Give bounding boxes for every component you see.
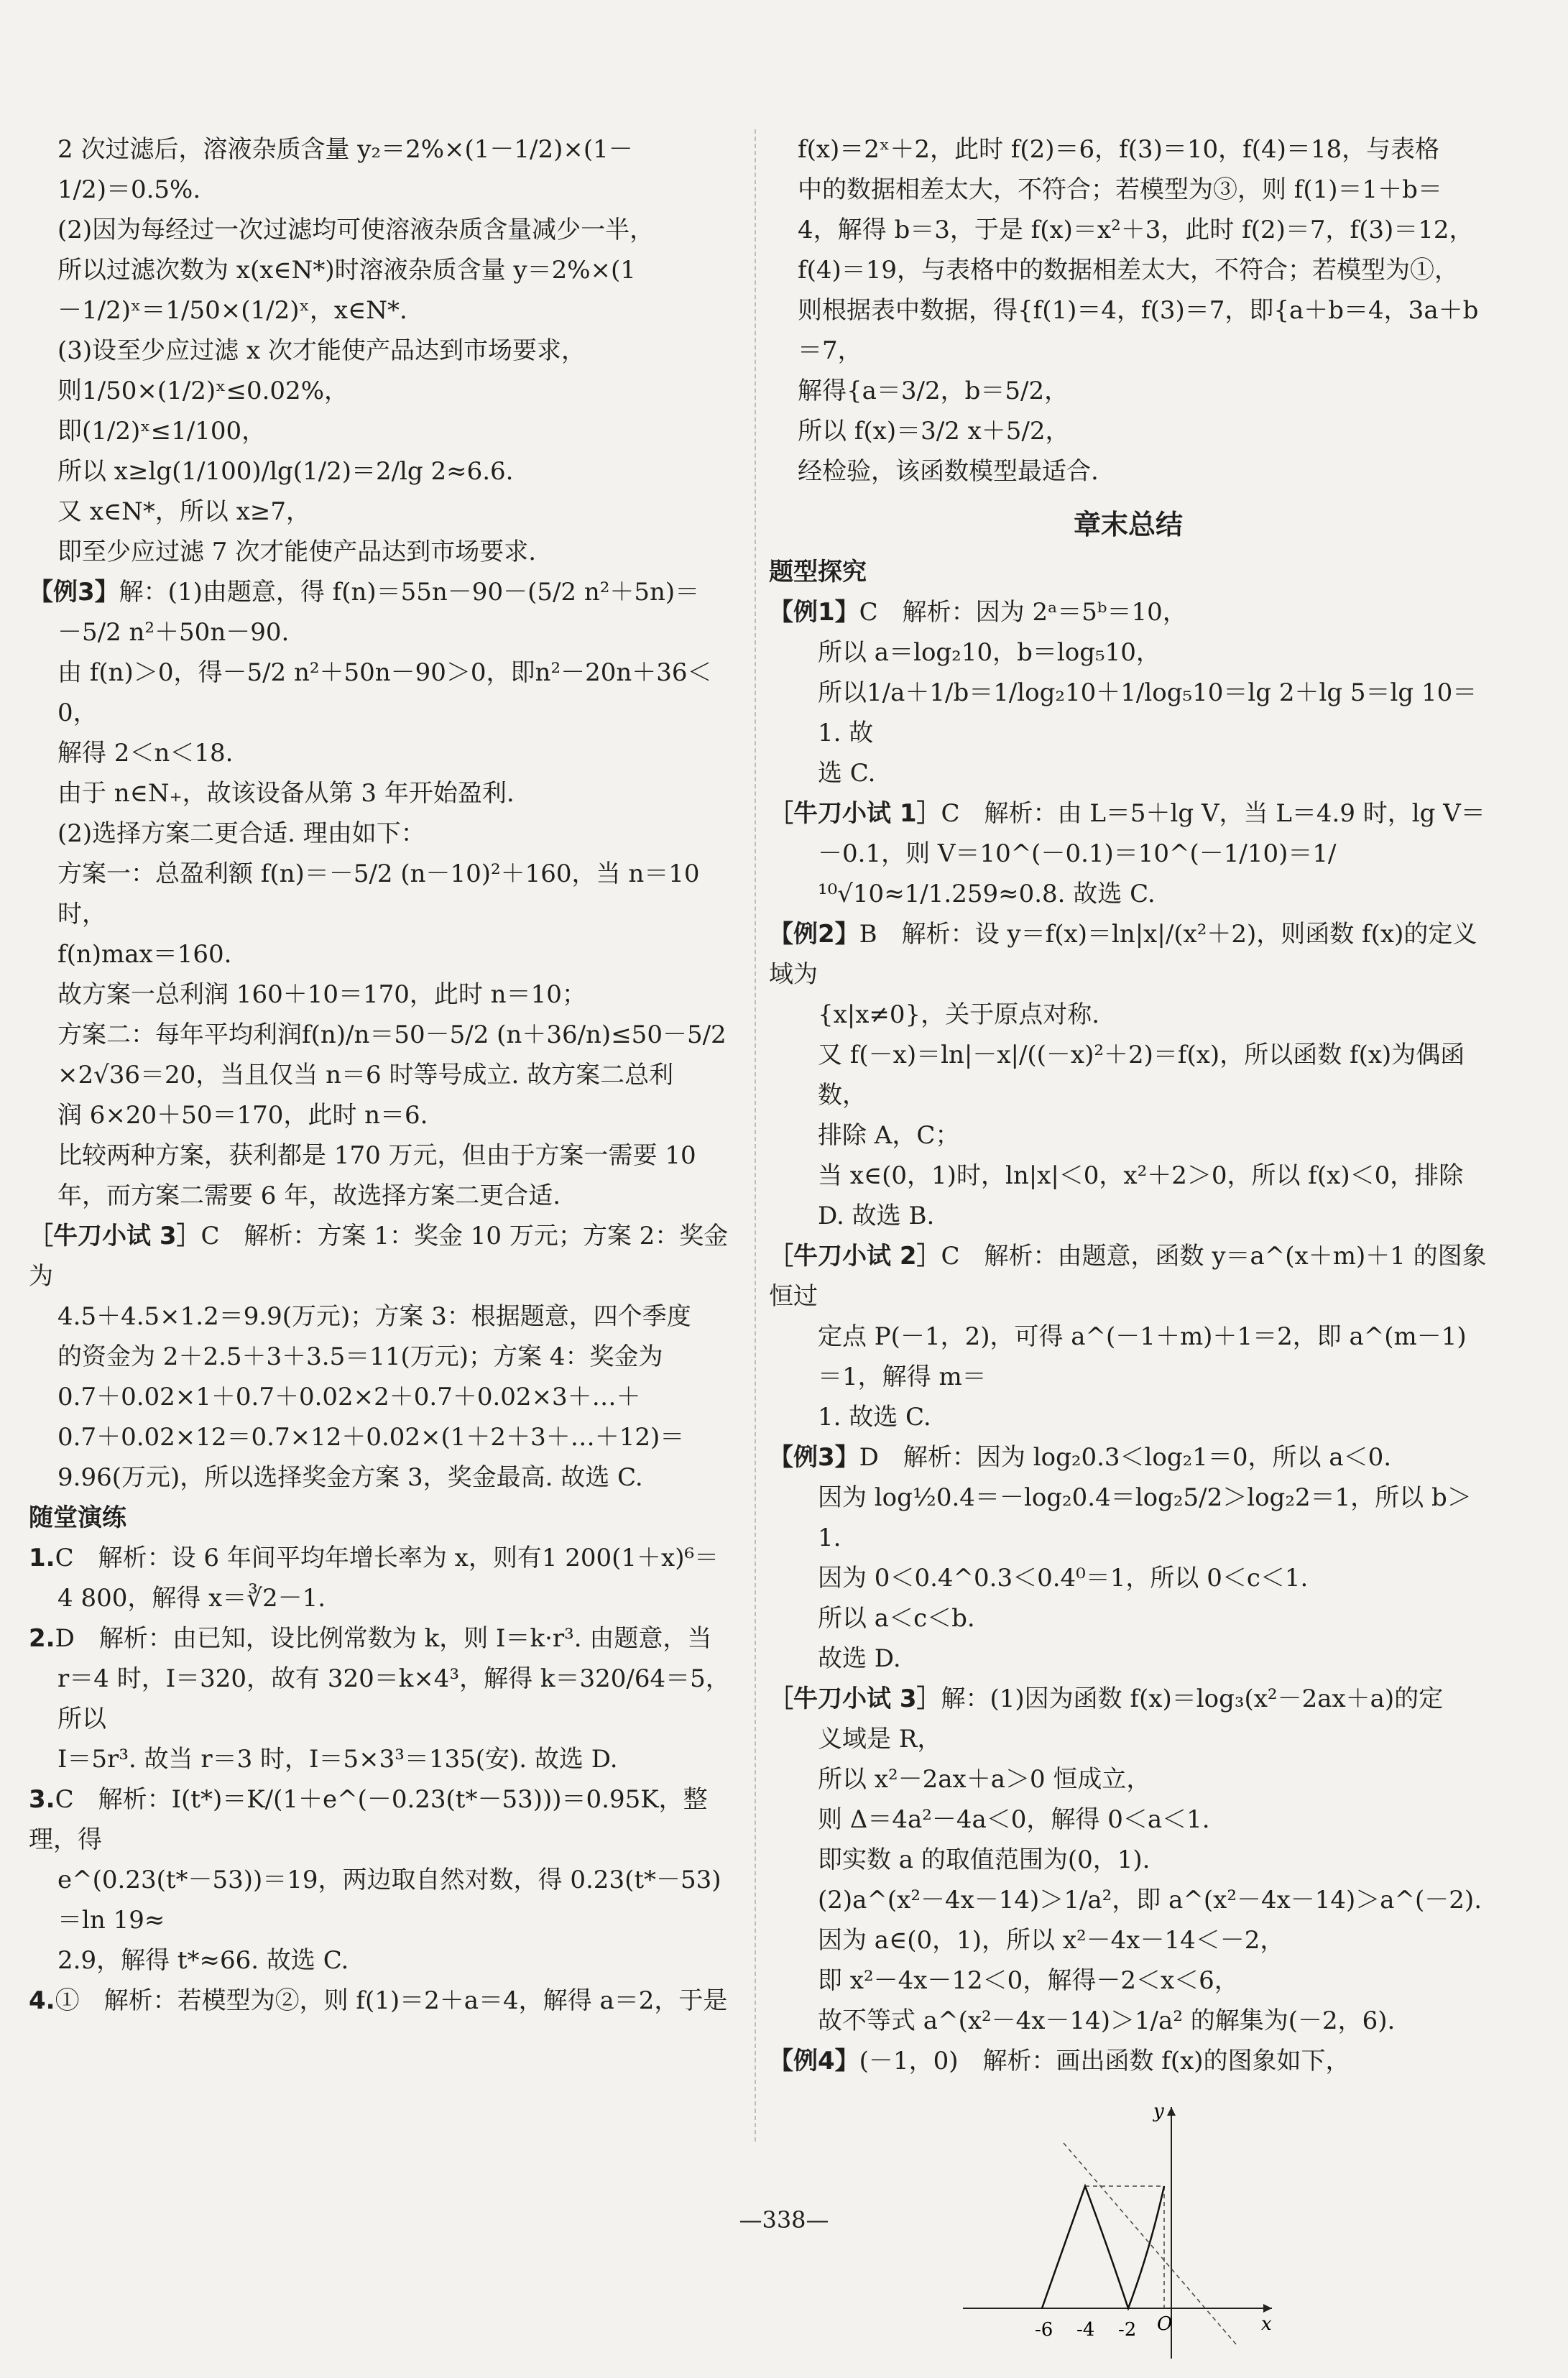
text-line (29, 1779, 733, 1860)
line-text: C 解析：设 6 年间平均年增长率为 x，则有1 200(1＋x)⁶＝ (55, 1544, 719, 1572)
text-line (769, 552, 1488, 592)
text-line (29, 1981, 733, 2021)
text-line (29, 1296, 733, 1337)
text-line (29, 1578, 733, 1618)
line-text: 由于 n∈N₊，故该设备从第 3 年开始盈利. (57, 779, 515, 808)
text-line (29, 814, 733, 854)
text-line (769, 592, 1488, 632)
text-line (29, 1176, 733, 1216)
text-line (29, 411, 733, 451)
line-text: ① 解析：若模型为②，则 f(1)＝2＋a＝4，解得 a＝2，于是 (55, 1986, 728, 2015)
line-text: 故方案一总利润 160＋10＝170，此时 n＝10； (57, 980, 586, 1009)
item-tag: 2. (29, 1624, 55, 1653)
line-text: e^(0.23(t*－53))＝19，两边取自然对数，得 0.23(t*－53)＝ln 19≈ (57, 1866, 721, 1935)
line-text: 故不等式 a^(x²－4x－14)＞1/a² 的解集为(－2，6). (818, 2006, 1396, 2035)
text-line (29, 210, 733, 250)
left-column (29, 129, 756, 2142)
text-line (769, 1920, 1488, 1960)
line-text: 又 x∈N*，所以 x≥7， (57, 497, 311, 526)
line-text: －5/2 n²＋50n－90. (57, 618, 290, 647)
line-text: －1/2)ˣ＝1/50×(1/2)ˣ，x∈N*. (57, 296, 407, 325)
line-text: (2)选择方案二更合适. 理由如下： (57, 819, 425, 848)
line-text: ×2√36＝20，当且仅当 n＝6 时等号成立. 故方案二总利 (57, 1061, 674, 1089)
line-text: 所以 a＝log₂10，b＝log₅10， (818, 638, 1161, 667)
line-text: f(4)＝19，与表格中的数据相差太大，不符合；若模型为①， (798, 256, 1459, 285)
line-text: 4.5＋4.5×1.2＝9.9(万元)；方案 3：根据题意，四个季度 (57, 1302, 691, 1331)
text-line (29, 1739, 733, 1779)
line-text: 4，解得 b＝3，于是 f(x)＝x²＋3，此时 f(2)＝7，f(3)＝12， (798, 216, 1474, 244)
line-text: 因为 log½0.4＝－log₂0.4＝log₂5/2＞log₂2＝1，所以 b＞1. (818, 1483, 1472, 1552)
item-tag: 3. (29, 1785, 55, 1814)
line-text: C 解析：因为 2ᵃ＝5ᵇ＝10， (859, 598, 1187, 627)
section-heading: 章末总结 (1073, 509, 1183, 540)
line-text: 0.7＋0.02×1＋0.7＋0.02×2＋0.7＋0.02×3＋…＋ (57, 1383, 641, 1411)
item-tag: 【例1】 (769, 598, 859, 627)
line-text: 方案一：总盈利额 f(n)＝－5/2 (n－10)²＋160，当 n＝10 时， (57, 860, 708, 928)
text-line (769, 1598, 1488, 1639)
item-tag: 【例4】 (769, 2047, 859, 2075)
origin-label: O (1157, 2313, 1173, 2335)
tick-label: -4 (1076, 2319, 1095, 2341)
text-line (769, 1236, 1488, 1317)
line-text: 则 Δ＝4a²－4a＜0，解得 0＜a＜1. (818, 1805, 1210, 1834)
text-line (29, 572, 733, 612)
line-text: 当 x∈(0，1)时，ln|x|＜0，x²＋2＞0，所以 f(x)＜0，排除 (818, 1161, 1464, 1190)
text-line (769, 1035, 1488, 1115)
line-text: r＝4 时，I＝320，故有 320＝k×4³，解得 k＝320/64＝5，所以 (57, 1664, 730, 1733)
text-line (29, 1135, 733, 1176)
text-line (769, 129, 1488, 170)
text-line (29, 1538, 733, 1578)
item-tag: ［牛刀小试 3］ (769, 1685, 941, 1713)
y-axis-arrow (1167, 2107, 1176, 2116)
text-line (29, 1015, 733, 1055)
page-number: —338— (739, 2206, 829, 2234)
text-line (29, 1337, 733, 1377)
line-text: 因为 0＜0.4^0.3＜0.4⁰＝1，所以 0＜c＜1. (818, 1564, 1309, 1593)
subsection-title: 随堂演练 (29, 1503, 126, 1532)
text-line (769, 411, 1488, 451)
right-column-lines (769, 129, 1488, 2081)
text-line (769, 1840, 1488, 1880)
line-text: B 解析：设 y＝f(x)＝ln|x|/(x²＋2)，则函数 f(x)的定义域为 (769, 920, 1477, 989)
text-line (29, 451, 733, 492)
line-text: D. 故选 B. (818, 1202, 935, 1230)
text-line (29, 170, 733, 210)
line-text: 0.7＋0.02×12＝0.7×12＋0.02×(1＋2＋3＋…＋12)＝ (57, 1423, 685, 1452)
text-line (769, 1759, 1488, 1799)
text-line (769, 1719, 1488, 1759)
line-text: 由 f(n)＞0，得－5/2 n²＋50n－90＞0，即n²－20n＋36＜0， (57, 658, 712, 727)
line-text: 解：(1)由题意，得 f(n)＝55n－90－(5/2 n²＋5n)＝ (119, 578, 700, 607)
line-text: 所以1/a＋1/b＝1/log₂10＋1/log₅10＝lg 2＋lg 5＝lg 10＝1. 故 (818, 678, 1477, 747)
text-line (769, 995, 1488, 1035)
line-text: 所以过滤次数为 x(x∈N*)时溶液杂质含量 y＝2%×(1 (57, 256, 636, 285)
text-line (29, 974, 733, 1015)
line-text: f(n)max＝160. (57, 940, 232, 969)
text-line (769, 1880, 1488, 1920)
line-text: (－1，0) 解析：画出函数 f(x)的图象如下， (859, 2047, 1350, 2075)
item-tag: 1. (29, 1544, 55, 1572)
line-text: 年，而方案二需要 6 年，故选择方案二更合适. (57, 1181, 561, 1210)
line-text: 的资金为 2＋2.5＋3＋3.5＝11(万元)；方案 4：奖金为 (57, 1342, 663, 1371)
line-text: 则根据表中数据，得{f(1)＝4，f(3)＝7，即{a＋b＝4，3a＋b＝7， (798, 296, 1479, 365)
text-line (769, 1397, 1488, 1437)
item-tag: ［牛刀小试 1］ (769, 799, 941, 828)
text-line (29, 129, 733, 170)
text-line (29, 1860, 733, 1940)
text-line (29, 612, 733, 653)
text-line (769, 2001, 1488, 2041)
line-text: 4 800，解得 x＝∛2－1. (57, 1584, 326, 1613)
item-tag: ［牛刀小试 2］ (769, 1242, 941, 1271)
text-line (29, 331, 733, 371)
text-line (769, 1558, 1488, 1598)
line-text: 所以 x≥lg(1/100)/lg(1/2)＝2/lg 2≈6.6. (57, 457, 514, 486)
line-text: 所以 f(x)＝3/2 x＋5/2， (798, 417, 1070, 446)
text-line (29, 532, 733, 572)
line-text: 定点 P(－1，2)，可得 a^(－1＋m)＋1＝2，即 a^(m－1)＝1，解得 m＝ (818, 1322, 1467, 1391)
line-text: (2)因为每经过一次过滤均可使溶液杂质含量减少一半， (57, 216, 655, 244)
text-line (29, 733, 733, 773)
text-line (769, 793, 1488, 834)
text-line (29, 653, 733, 733)
text-line (29, 854, 733, 934)
x-axis-label: x (1261, 2313, 1272, 2335)
text-line (29, 1940, 733, 1981)
text-line (769, 1799, 1488, 1840)
text-line (769, 632, 1488, 673)
line-text: 1. 故选 C. (818, 1403, 931, 1432)
line-text: (3)设至少应过滤 x 次才能使产品达到市场要求， (57, 336, 586, 365)
line-text: 即至少应过滤 7 次才能使产品达到市场要求. (57, 538, 537, 566)
text-line (29, 250, 733, 290)
text-line (29, 1659, 733, 1739)
function-graph-figure (956, 2093, 1488, 2378)
text-line (29, 1055, 733, 1095)
line-text: 9.96(万元)，所以选择奖金方案 3，奖金最高. 故选 C. (57, 1463, 643, 1492)
line-text: (2)a^(x²－4x－14)＞1/a²，即 a^(x²－4x－14)＞a^(－2). (818, 1886, 1482, 1914)
text-line (769, 1639, 1488, 1679)
text-line (769, 210, 1488, 250)
line-text: 即(1/2)ˣ≤1/100， (57, 417, 267, 446)
text-line (769, 673, 1488, 753)
line-text: 经检验，该函数模型最适合. (798, 457, 1099, 486)
text-line (769, 170, 1488, 210)
text-line (769, 451, 1488, 492)
text-line (29, 1216, 733, 1296)
text-line (29, 1618, 733, 1659)
item-tag: 4. (29, 1986, 55, 2015)
tick-label: -2 (1118, 2319, 1137, 2341)
text-line (769, 1679, 1488, 1719)
line-text: D 解析：因为 log₂0.3＜log₂1＝0，所以 a＜0. (859, 1443, 1392, 1472)
right-column (769, 129, 1488, 2378)
text-line (769, 1156, 1488, 1196)
text-line (29, 290, 733, 331)
subsection-title: 题型探究 (769, 558, 867, 586)
line-text: 所以 x²－2ax＋a＞0 恒成立， (818, 1765, 1151, 1794)
line-text: 即实数 a 的取值范围为(0，1). (818, 1845, 1150, 1874)
line-text: 2.9，解得 t*≈66. 故选 C. (57, 1946, 349, 1975)
text-line (769, 914, 1488, 995)
line-text: f(x)＝2ˣ＋2，此时 f(2)＝6，f(3)＝10，f(4)＝18，与表格 (798, 135, 1440, 164)
text-line (769, 290, 1488, 371)
line-text: C 解析：方案 1：奖金 10 万元；方案 2：奖金为 (29, 1222, 729, 1291)
line-text: 中的数据相差太大，不符合；若模型为③，则 f(1)＝1＋b＝ (798, 175, 1442, 204)
text-line (769, 371, 1488, 411)
y-axis-label: y (1153, 2101, 1164, 2122)
line-text: 排除 A，C； (818, 1121, 960, 1150)
text-line (29, 371, 733, 411)
line-text: 2 次过滤后，溶液杂质含量 y₂＝2%×(1－1/2)×(1－ (57, 135, 633, 164)
text-line (29, 1457, 733, 1498)
line-text: 选 C. (818, 759, 876, 788)
line-text: 即 x²－4x－12＜0，解得－2＜x＜6， (818, 1966, 1239, 1995)
text-line (769, 1478, 1488, 1558)
line-text: 义域是 R， (818, 1725, 942, 1753)
text-line (769, 1437, 1488, 1478)
line-text: C 解析：由题意，函数 y＝a^(x＋m)＋1 的图象恒过 (769, 1242, 1487, 1311)
text-line (769, 834, 1488, 914)
text-line (769, 1317, 1488, 1397)
tick-label: -6 (1035, 2319, 1053, 2341)
line-text: 比较两种方案，获利都是 170 万元，但由于方案一需要 10 (57, 1141, 696, 1170)
line-text: －0.1，则 V＝10^(－0.1)＝10^(－1/10)＝1/¹⁰√10≈1/1.259≈0.8. 故选 C. (818, 839, 1337, 908)
item-tag: 【例3】 (769, 1443, 859, 1472)
text-line (29, 934, 733, 974)
item-tag: 【例3】 (29, 578, 119, 607)
line-text: 则1/50×(1/2)ˣ≤0.02%， (57, 377, 349, 405)
line-text: 润 6×20＋50＝170，此时 n＝6. (57, 1101, 428, 1130)
text-line (769, 2041, 1488, 2081)
line-text: I＝5r³. 故当 r＝3 时，I＝5×3³＝135(安). 故选 D. (57, 1745, 618, 1774)
line-text: 解得{a＝3/2，b＝5/2， (798, 377, 1069, 405)
text-line (769, 1115, 1488, 1156)
line-text: D 解析：由已知，设比例常数为 k，则 I＝k·r³. 由题意，当 (55, 1624, 712, 1653)
line-text: 方案二：每年平均利润f(n)/n＝50－5/2 (n＋36/n)≤50－5/2 (57, 1020, 727, 1049)
line-text: 解：(1)因为函数 f(x)＝log₃(x²－2ax＋a)的定 (941, 1685, 1444, 1713)
text-line (29, 773, 733, 814)
text-line (769, 1960, 1488, 2001)
line-text: 因为 a∈(0，1)，所以 x²－4x－14＜－2， (818, 1926, 1285, 1955)
item-tag: ［牛刀小试 3］ (29, 1222, 201, 1250)
line-text: 又 f(－x)＝ln|－x|/((－x)²＋2)＝f(x)，所以函数 f(x)为偶函数， (818, 1041, 1465, 1110)
line-text: 故选 D. (818, 1644, 901, 1673)
item-tag: 【例2】 (769, 920, 859, 949)
line-text: C 解析：由 L＝5＋lg V，当 L＝4.9 时，lg V＝ (941, 799, 1485, 828)
line-text: C 解析：I(t*)＝K/(1＋e^(－0.23(t*－53)))＝0.95K，整理，得 (29, 1785, 708, 1854)
text-line (769, 1196, 1488, 1236)
function-curve (1042, 2186, 1164, 2308)
text-line (29, 1498, 733, 1538)
text-line (29, 1417, 733, 1457)
line-text: {x|x≠0}，关于原点对称. (818, 1000, 1099, 1029)
line-text: 1/2)＝0.5%. (57, 175, 201, 204)
text-line (29, 1095, 733, 1135)
x-axis-arrow (1263, 2304, 1272, 2313)
text-line (29, 492, 733, 532)
text-line (29, 1377, 733, 1417)
text-line (769, 250, 1488, 290)
text-line (769, 753, 1488, 793)
line-text: 解得 2＜n＜18. (57, 739, 234, 768)
line-text: 所以 a＜c＜b. (818, 1604, 975, 1633)
